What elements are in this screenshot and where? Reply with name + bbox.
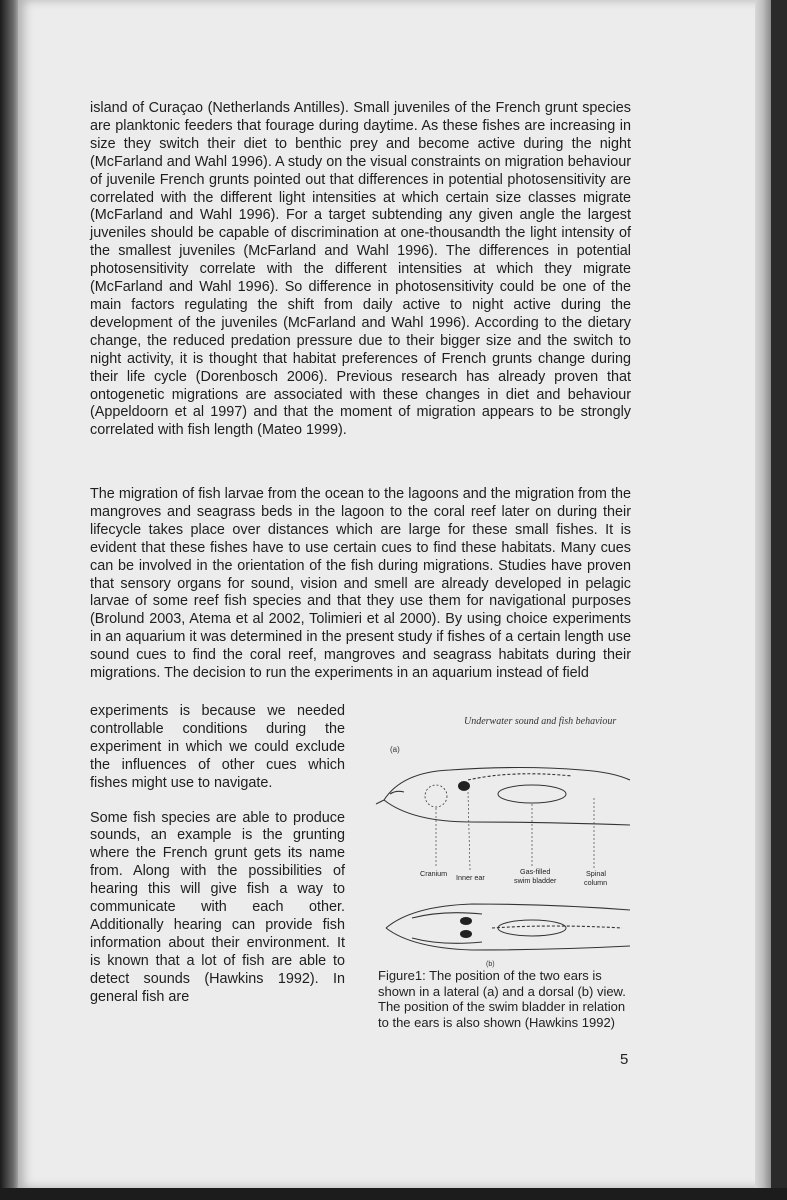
- cranium-circle: [425, 785, 447, 807]
- dorsal-fish-outline: [386, 904, 630, 950]
- panel-a-label: (a): [390, 745, 400, 754]
- panel-b-label: (b): [486, 961, 495, 968]
- label-swim-bladder-1: Gas-filled: [520, 867, 551, 876]
- inner-ear-mark-b2: [460, 930, 472, 938]
- paragraph-2: [90, 486, 631, 683]
- lateral-fish-outline: [376, 768, 630, 826]
- diagram-labels: [420, 867, 607, 887]
- label-spinal-1: Spinal: [586, 869, 606, 878]
- page-number: 5: [620, 1051, 629, 1068]
- inner-ear-mark-a: [458, 781, 470, 791]
- paragraph-2-continued: experiments is because we needed controllable conditions during the experiment in which we could exclude the influences of other cues which fishes might use to navigate.: [90, 703, 345, 791]
- paragraph-3-text: Some fish species are able to produce sounds, an example is the grunting where the French grunt gets its name from. Along with the possibilities of hearing this will give fish a way to communicate with each other. Additionally hearing can provide fish information about their environment. It is known that a lot of fish are able to detect sounds (Hawkins 1992). In general fish are: [90, 809, 345, 1005]
- paragraph-2-text: The migration of fish larvae from the ocean to the lagoons and the migration from the mangroves and seagrass beds in the lagoon to the coral reef later on during their lifecycle takes place over distances which are large for these small fishes. It is evident that these fishes have to use certain cues to find these habitats. Many cues can be involved in the orientation of the fish during migrations. Studies have proven that sensory organs for sound, vision and smell are already developed in pelagic larvae of some reef fish species and that they use them for navigational purposes (Brolund 2003, Atema et al 2002, Tolimieri et al 2000). By using choice experiments in an aquarium it was determined in the present study if fishes of a certain length use sound cues to find the coral reef, mangroves and seagrass habitats during their migrations. The decision to run the experiments in an aquarium instead of field: [90, 486, 631, 682]
- swim-bladder-a: [498, 785, 566, 803]
- paragraph-1-text: island of Curaçao (Netherlands Antilles). Small juveniles of the French grunt species are planktonic feeders that fourage during daytime. As these fishes are increasing in size they switch their diet to benthic prey and become active during the night (McFarland and Wahl 1996). A study on the visual constraints on migration behaviour of juvenile French grunts pointed out that differences in potential photosensitivity are correlated with the different light intensities at which certain size classes migrate (McFarland and Wahl 1996). For a target subtending any given angle the largest juveniles should be capable of discrimination at one-thousandth the light intensity of the smallest juveniles (McFarland and Wahl 1996). The differences in potential photosensitivity correlate with the different intensities at which they migrate (McFarland and Wahl 1996). So difference in photosensitivity could be one of the main factors regulating the shift from daily active to night active during the development of the juveniles (McFarland and Wahl 1996). According to the dietary change, the reduced predation pressure due to their bigger size and the switch to night activity, it is thought that habitat preferences of French grunts change during their life cycle (Dorenbosch 2006). Previous research has already proven that ontogenetic migrations are associated with these changes in diet and behaviour (Appeldoorn et al 1997) and that the moment of migration appears to be strongly correlated with fish length (Mateo 1999).: [90, 100, 632, 439]
- figure-caption: Figure1: The position of the two ears is shown in a lateral (a) and a dorsal (b) view. The position of the swim bladder in relation to the ears is also shown (Hawkins 1992): [378, 968, 626, 1030]
- figure-header: Underwater sound and fish behaviour: [464, 716, 617, 727]
- figure-1: [372, 710, 630, 970]
- paragraph-1: [90, 100, 631, 440]
- swim-bladder-b: [498, 920, 566, 936]
- fish-ear-diagram: [372, 710, 630, 970]
- page-edge: [755, 0, 771, 1188]
- left-column-text: [90, 703, 345, 1007]
- label-cranium: Cranium: [420, 869, 448, 878]
- label-swim-bladder-2: swim bladder: [514, 876, 557, 885]
- bottom-edge: [0, 1188, 787, 1200]
- leader-lines: [436, 792, 594, 870]
- inner-ear-mark-b1: [460, 917, 472, 925]
- label-inner-ear: Inner ear: [456, 873, 485, 882]
- label-spinal-2: column: [584, 878, 608, 887]
